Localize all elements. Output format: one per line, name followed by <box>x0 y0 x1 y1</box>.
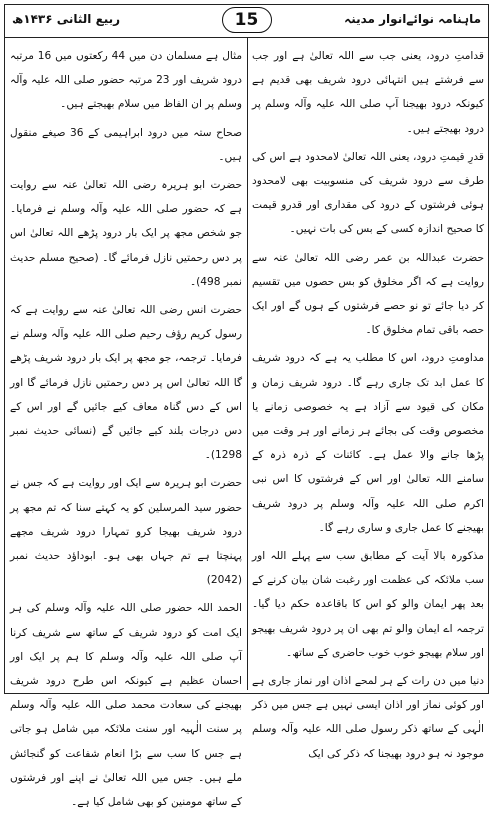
page-header <box>4 4 489 38</box>
paragraph: مثال ہے مسلمان دن میں 44 رکعتوں میں 16 مرتبہ درود شریف اور 23 مرتبہ حضور صلی اللہ علیہ وآلہ وسلم پر ان الفاظ میں سلام بھیجتے ہیں۔ <box>10 50 243 111</box>
paragraph: حضرت ابو ہریرہ سے ایک اور روایت ہے کہ جس نے حضور سید المرسلین کو یہ کہتے سنا کہ تم مجھ پر درود شریف بھیجا کرو تمہارا درود شریف مجھے پہنچتا ہے تم جہاں بھی ہو۔ ابوداؤد حدیث نمبر (2042) <box>10 477 242 587</box>
page-number: 15 <box>222 7 272 33</box>
magazine-title: ماہنامہ نوائےانوار مدینہ <box>344 12 481 26</box>
paragraph: قدامتِ درود، یعنی جب سے اللہ تعالیٰ ہے اور جب سے فرشتے ہیں انتہائی درود شریف بھی قدیم ہے کیونکہ درود بھیجنا آپ صلی اللہ علیہ وآلہ وسلم پر درود بھیجتے ہیں۔ <box>252 50 484 135</box>
paragraph: دنیا میں دن رات کے ہر لمحے اذان اور نماز جاری ہے اور کوئی نماز اور اذان ایسی نہیں ہے جس میں ذکر الٰہی کے ساتھ ذکر رسول صلی اللہ علیہ وآلہ وسلم موجود نہ ہو درود بھیجنا کہ ذکر کی ایک <box>252 675 484 760</box>
paragraph: صحاح ستہ میں درود ابراہیمی کے 36 صیغے منقول ہیں۔ <box>10 126 242 163</box>
paragraph: مداومتِ درود، اس کا مطلب یہ ہے کہ درود شریف کا عمل ابد تک جاری رہے گا۔ درود شریف زمان و مکان کی قیود سے آزاد ہے یہ خصوصی زمانے یا مخصوص وقت کی بجائے ہر زمانے اور ہر وقت میں پڑھا جانے والا عمل ہے۔ کائنات کے ذرہ ذرہ کے سامنے اللہ تعالیٰ اور اس کے فرشتوں کا اس نبی اکرم صلی اللہ علیہ وآلہ وسلم پر درود شریف بھیجنے کا عمل جاری و ساری رہے گا۔ <box>252 352 484 534</box>
column-divider <box>247 38 248 690</box>
left-column <box>10 44 243 809</box>
paragraph: حضرت ابو ہریرہ رضی اللہ تعالیٰ عنہ سے روایت ہے کہ حضور صلی اللہ علیہ وآلہ وسلم نے فرمایا۔ جو شخص مجھ پر ایک بار درود پڑھے اللہ تعالیٰ اس پر دس رحمتیں نازل فرمائے گا۔ (صحیح مسلم حدیث نمبر 498)۔ <box>10 179 242 288</box>
paragraph: قدرِ قیمتِ درود، یعنی اللہ تعالیٰ لامحدود ہے اس کی طرف سے درود شریف کی منسوبیت بھی لامحدود ہوئی فرشتوں کے درود کی مقداری اور قدرو قیمت کا صحیح اندازہ کسی کے بس کی بات نہیں۔ <box>252 150 484 236</box>
paragraph: الحمد اللہ حضور صلی اللہ علیہ وآلہ وسلم کی ہر ایک امت کو درود شریف کے ساتھ سے شریف کرنا آپ صلی اللہ علیہ وآلہ وسلم کا ہم پر ایک اور احسان عظیم ہے کیونکہ اس طرح درود شریف بھیجنے کی سعادت محمد صلی اللہ علیہ وآلہ وسلم پر سنت الٰہیہ اور سنت ملائکہ میں شامل ہو جاتی ہے جس کا سب سے بڑا انعام شفاعت کو گنجائش ملے ہیں۔ جس میں اللہ تعالیٰ نے اپنے اور فرشتوں کے ساتھ مومنین کو بھی شامل کیا ہے۔ <box>10 602 242 809</box>
issue-date: ربیع الثانی ۱۴۳۶ھ <box>12 12 121 26</box>
paragraph: مذکورہ بالا آیت کے مطابق سب سے پہلے اللہ اور سب ملائکہ کی عظمت اور رغبت شان بیان کرنے کے بعد پھر ایمان والو کو اس کا باقاعدہ حکم دیا گیا۔ ترجمہ اے ایمان والو تم بھی ان پر درود شریف بھیجو اور سلام بھیجو خوب خوب حاضری کے ساتھ۔ <box>252 550 484 659</box>
paragraph: حضرت انس رضی اللہ تعالیٰ عنہ سے روایت ہے کہ رسول کریم رؤف رحیم صلی اللہ علیہ وآلہ وسلم نے فرمایا۔ ترجمہ، جو مجھ پر ایک بار درود شریف پڑھے گا اللہ تعالیٰ اس پر دس رحمتیں نازل فرمائے گا اور اس کے دس گناہ معاف کیے جائیں گے اور اس کے دس درجات بلند کیے جائیں گے (نسائی حدیث نمبر 1298)۔ <box>10 304 242 462</box>
right-column <box>252 44 484 760</box>
paragraph: حضرت عبداللہ بن عمر رضی اللہ تعالیٰ عنہ سے روایت ہے کہ اگر مخلوق کو بس حصوں میں تقسیم کر دیا جائے تو نو حصے فرشتوں کے ہوں گے اور ایک حصہ باقی تمام مخلوق کا۔ <box>252 251 484 337</box>
